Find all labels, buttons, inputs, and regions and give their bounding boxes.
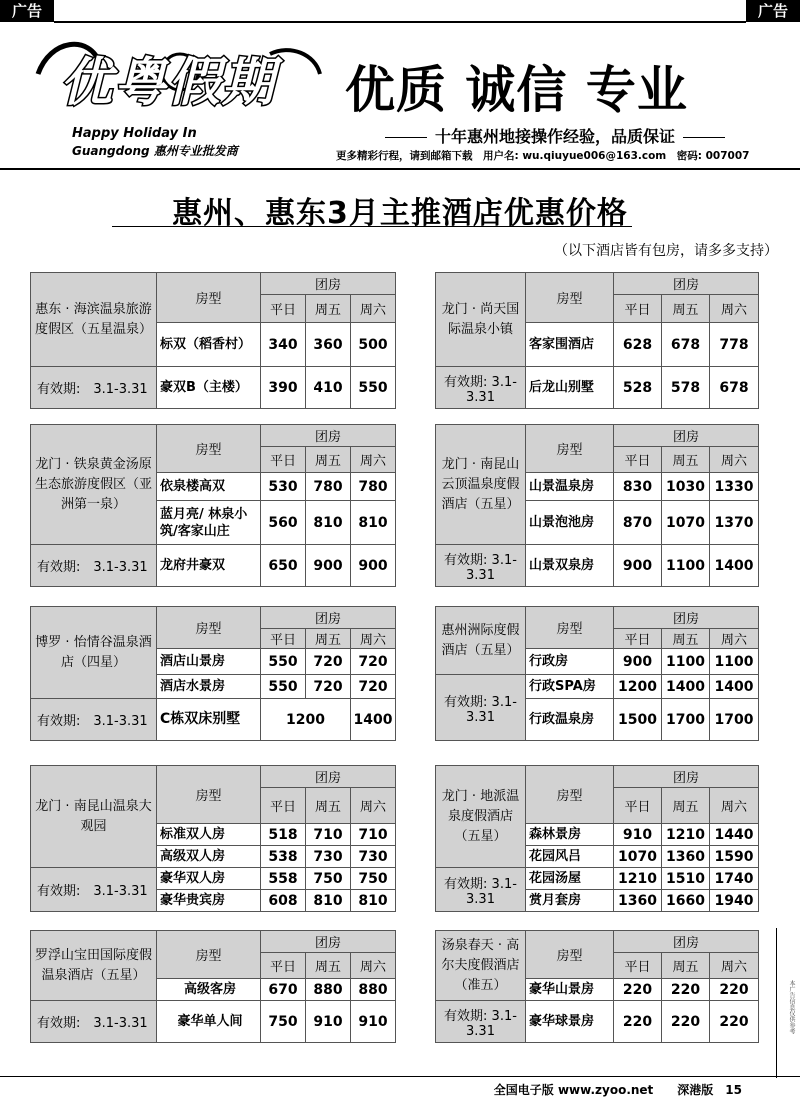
price-fri: 578 xyxy=(662,367,710,409)
price-sat: 1740 xyxy=(710,868,759,890)
room-type-header: 房型 xyxy=(157,766,261,824)
fri-header: 周五 xyxy=(306,447,351,473)
sat-header: 周六 xyxy=(710,629,759,649)
group-header: 团房 xyxy=(261,766,396,788)
price-weekday: 1200 xyxy=(614,675,662,699)
price-fri: 730 xyxy=(306,846,351,868)
group-header: 团房 xyxy=(261,607,396,629)
hotel-table xyxy=(435,272,759,409)
price-weekday: 550 xyxy=(261,675,306,699)
hotel-name: 汤泉春天 · 高尔夫度假酒店（准五） xyxy=(436,931,526,1001)
hotel-name: 博罗 · 怡情谷温泉酒店（四星） xyxy=(31,607,157,699)
room-type: 山景温泉房 xyxy=(526,473,614,501)
price-sat: 710 xyxy=(351,824,396,846)
price-fri: 678 xyxy=(662,323,710,367)
price-sat: 900 xyxy=(351,545,396,587)
fri-header: 周五 xyxy=(662,788,710,824)
price-sat: 220 xyxy=(710,979,759,1001)
price-fri: 1700 xyxy=(662,699,710,741)
validity: 有效期: 3.1-3.31 xyxy=(31,1001,157,1043)
hotel-table xyxy=(435,765,759,912)
price-sat: 720 xyxy=(351,649,396,675)
price-weekday: 628 xyxy=(614,323,662,367)
room-type: 标准双人房 xyxy=(157,824,261,846)
group-header: 团房 xyxy=(614,607,759,629)
hotel-name: 罗浮山宝田国际度假温泉酒店（五星） xyxy=(31,931,157,1001)
price-weekday: 530 xyxy=(261,473,306,501)
price-weekday: 900 xyxy=(614,649,662,675)
group-header: 团房 xyxy=(614,273,759,295)
page-footer: 全国电子版 www.zyoo.net 深港版 15 xyxy=(493,1083,742,1097)
weekday-header: 平日 xyxy=(261,788,306,824)
price-weekday: 1210 xyxy=(614,868,662,890)
price-fri: 720 xyxy=(306,649,351,675)
price-sat: 1330 xyxy=(710,473,759,501)
price-sat: 1700 xyxy=(710,699,759,741)
price-fri: 1210 xyxy=(662,824,710,846)
price-weekday: 1500 xyxy=(614,699,662,741)
room-type-header: 房型 xyxy=(157,425,261,473)
experience-text: 十年惠州地接操作经验，品质保证 xyxy=(434,127,675,146)
room-type: 行政温泉房 xyxy=(526,699,614,741)
price-fri: 1030 xyxy=(662,473,710,501)
room-type: 行政SPA房 xyxy=(526,675,614,699)
price-sat: 220 xyxy=(710,1001,759,1043)
room-type: 豪双B（主楼） xyxy=(157,367,261,409)
weekday-header: 平日 xyxy=(614,447,662,473)
price-fri: 360 xyxy=(306,323,351,367)
price-fri: 1360 xyxy=(662,846,710,868)
hotel-table xyxy=(30,272,396,409)
top-rule xyxy=(54,21,746,23)
hotel-name: 龙门 · 南昆山温泉大观园 xyxy=(31,766,157,868)
price-weekday: 1070 xyxy=(614,846,662,868)
experience-line xyxy=(360,124,750,147)
room-type-header: 房型 xyxy=(526,425,614,473)
price-sat: 1370 xyxy=(710,501,759,545)
price-sat: 500 xyxy=(351,323,396,367)
sat-header: 周六 xyxy=(710,788,759,824)
price-sat: 1590 xyxy=(710,846,759,868)
price-weekday: 538 xyxy=(261,846,306,868)
validity: 有效期: 3.1-3.31 xyxy=(436,675,526,741)
room-type-header: 房型 xyxy=(157,931,261,979)
page-note: （以下酒店皆有包房，请多多支持） xyxy=(554,243,778,259)
price-weekday: 830 xyxy=(614,473,662,501)
room-type: C栋双床别墅 xyxy=(157,699,261,741)
price-weekday: 870 xyxy=(614,501,662,545)
hotel-name: 龙门 · 地派温泉度假酒店（五星） xyxy=(436,766,526,868)
price-weekday: 910 xyxy=(614,824,662,846)
sat-header: 周六 xyxy=(351,447,396,473)
dash-left xyxy=(385,137,427,138)
group-header: 团房 xyxy=(261,273,396,295)
weekday-header: 平日 xyxy=(261,629,306,649)
price-weekday: 670 xyxy=(261,979,306,1001)
weekday-header: 平日 xyxy=(261,953,306,979)
room-type: 酒店水景房 xyxy=(157,675,261,699)
room-type-header: 房型 xyxy=(526,607,614,649)
price-sat: 778 xyxy=(710,323,759,367)
price-fri: 810 xyxy=(306,501,351,545)
fri-header: 周五 xyxy=(306,788,351,824)
logo-subtitle-cn: Guangdong 惠州专业批发商 xyxy=(72,144,238,158)
sat-header: 周六 xyxy=(351,953,396,979)
room-type: 赏月套房 xyxy=(526,890,614,912)
price-fri: 1100 xyxy=(662,545,710,587)
room-type: 龙府井豪双 xyxy=(157,545,261,587)
price-sat: 910 xyxy=(351,1001,396,1043)
price-weekday: 560 xyxy=(261,501,306,545)
price-weekday: 220 xyxy=(614,1001,662,1043)
price-fri: 1100 xyxy=(662,649,710,675)
price-fri: 220 xyxy=(662,979,710,1001)
room-type: 豪华球景房 xyxy=(526,1001,614,1043)
hotel-name: 龙门 · 尚天国际温泉小镇 xyxy=(436,273,526,367)
fri-header: 周五 xyxy=(662,953,710,979)
room-type: 豪华单人间 xyxy=(157,1001,261,1043)
price-fri: 1660 xyxy=(662,890,710,912)
price-sat: 550 xyxy=(351,367,396,409)
price-weekday: 528 xyxy=(614,367,662,409)
validity: 有效期: 3.1-3.31 xyxy=(31,545,157,587)
price-sat: 1400 xyxy=(351,699,396,741)
hotel-table xyxy=(30,424,396,587)
price-sat: 880 xyxy=(351,979,396,1001)
price-sat: 810 xyxy=(351,501,396,545)
validity: 有效期: 3.1-3.31 xyxy=(31,699,157,741)
sat-header: 周六 xyxy=(710,953,759,979)
room-type: 豪华山景房 xyxy=(526,979,614,1001)
price-fri: 1400 xyxy=(662,675,710,699)
hotel-table xyxy=(30,930,396,1043)
room-type: 山景双泉房 xyxy=(526,545,614,587)
price-weekday: 900 xyxy=(614,545,662,587)
fri-header: 周五 xyxy=(662,295,710,323)
validity: 有效期: 3.1-3.31 xyxy=(31,367,157,409)
weekday-header: 平日 xyxy=(614,295,662,323)
price-weekday: 550 xyxy=(261,649,306,675)
room-type: 山景泡池房 xyxy=(526,501,614,545)
hotel-table xyxy=(30,765,396,912)
price-weekday: 220 xyxy=(614,979,662,1001)
contact-info: 更多精彩行程，请到邮箱下载 用户名: wu.qiuyue006@163.com 密码: 007007 xyxy=(336,150,750,162)
group-header: 团房 xyxy=(614,931,759,953)
price-fri: 220 xyxy=(662,1001,710,1043)
price-sat: 750 xyxy=(351,868,396,890)
price-sat: 678 xyxy=(710,367,759,409)
side-note: 本广告信息仅供参考 xyxy=(788,980,795,1034)
room-type: 豪华双人房 xyxy=(157,868,261,890)
fri-header: 周五 xyxy=(662,629,710,649)
room-type: 高级双人房 xyxy=(157,846,261,868)
room-type: 蓝月亮/ 林泉小筑/客家山庄 xyxy=(157,501,261,545)
price-fri: 710 xyxy=(306,824,351,846)
group-header: 团房 xyxy=(614,425,759,447)
room-type-header: 房型 xyxy=(157,273,261,323)
fri-header: 周五 xyxy=(306,629,351,649)
hotel-table xyxy=(435,930,759,1043)
room-type: 行政房 xyxy=(526,649,614,675)
logo-subtitle-en: Happy Holiday In xyxy=(72,126,197,141)
price-weekday: 608 xyxy=(261,890,306,912)
price-fri: 780 xyxy=(306,473,351,501)
hotel-name: 龙门 · 铁泉黄金汤原生态旅游度假区（亚洲第一泉） xyxy=(31,425,157,545)
price-sat: 730 xyxy=(351,846,396,868)
room-type: 后龙山别墅 xyxy=(526,367,614,409)
hotel-name: 龙门 · 南昆山云顶温泉度假酒店（五星） xyxy=(436,425,526,545)
room-type-header: 房型 xyxy=(526,766,614,824)
price-sat: 720 xyxy=(351,675,396,699)
price-weekday: 558 xyxy=(261,868,306,890)
group-header: 团房 xyxy=(261,931,396,953)
room-type: 标双（稻香村） xyxy=(157,323,261,367)
price-fri: 1510 xyxy=(662,868,710,890)
hotel-table xyxy=(435,424,759,587)
price-fri: 410 xyxy=(306,367,351,409)
sat-header: 周六 xyxy=(351,788,396,824)
room-type: 依泉楼高双 xyxy=(157,473,261,501)
price-weekday: 518 xyxy=(261,824,306,846)
weekday-header: 平日 xyxy=(261,295,306,323)
price-sat: 1400 xyxy=(710,545,759,587)
weekday-header: 平日 xyxy=(261,447,306,473)
price-fri: 880 xyxy=(306,979,351,1001)
sat-header: 周六 xyxy=(351,295,396,323)
validity: 有效期: 3.1-3.31 xyxy=(31,868,157,912)
room-type: 酒店山景房 xyxy=(157,649,261,675)
price-sat: 810 xyxy=(351,890,396,912)
sat-header: 周六 xyxy=(710,295,759,323)
room-type: 豪华贵宾房 xyxy=(157,890,261,912)
sat-header: 周六 xyxy=(351,629,396,649)
price-weekday: 340 xyxy=(261,323,306,367)
fri-header: 周五 xyxy=(306,953,351,979)
hotel-name: 惠东 · 海滨温泉旅游度假区（五星温泉） xyxy=(31,273,157,367)
price-sat: 1440 xyxy=(710,824,759,846)
hotel-name: 惠州洲际度假酒店（五星） xyxy=(436,607,526,675)
room-type-header: 房型 xyxy=(526,273,614,323)
hotel-table xyxy=(435,606,759,741)
header-rule xyxy=(0,168,800,170)
weekday-header: 平日 xyxy=(614,629,662,649)
ad-tag-left: 广告 xyxy=(0,0,54,22)
validity: 有效期: 3.1-3.31 xyxy=(436,367,526,409)
price-fri: 1070 xyxy=(662,501,710,545)
page-headline: 惠州、惠东3月主推酒店优惠价格 xyxy=(172,196,628,231)
sat-header: 周六 xyxy=(710,447,759,473)
group-header: 团房 xyxy=(614,766,759,788)
price-fri: 900 xyxy=(306,545,351,587)
footer-rule xyxy=(0,1076,800,1077)
weekday-header: 平日 xyxy=(614,788,662,824)
company-logo xyxy=(30,34,330,164)
price-weekday: 750 xyxy=(261,1001,306,1043)
price-sat: 1400 xyxy=(710,675,759,699)
room-type: 客家围酒店 xyxy=(526,323,614,367)
ad-tag-right: 广告 xyxy=(746,0,800,22)
validity: 有效期: 3.1-3.31 xyxy=(436,1001,526,1043)
price-sat: 1940 xyxy=(710,890,759,912)
price-weekday: 650 xyxy=(261,545,306,587)
group-header: 团房 xyxy=(261,425,396,447)
validity: 有效期: 3.1-3.31 xyxy=(436,545,526,587)
room-type: 高级客房 xyxy=(157,979,261,1001)
fri-header: 周五 xyxy=(306,295,351,323)
logo-title: 优粤假期 xyxy=(60,53,277,113)
room-type: 花园汤屋 xyxy=(526,868,614,890)
price-fri: 750 xyxy=(306,868,351,890)
dash-right xyxy=(683,137,725,138)
room-type: 森林景房 xyxy=(526,824,614,846)
room-type-header: 房型 xyxy=(526,931,614,979)
slogan: 优质 诚信 专业 xyxy=(345,61,688,119)
fri-header: 周五 xyxy=(662,447,710,473)
price-fri: 910 xyxy=(306,1001,351,1043)
weekday-header: 平日 xyxy=(614,953,662,979)
hotel-table xyxy=(30,606,396,741)
room-type: 花园风吕 xyxy=(526,846,614,868)
validity: 有效期: 3.1-3.31 xyxy=(436,868,526,912)
headline-rule xyxy=(112,226,632,227)
price-sat: 1100 xyxy=(710,649,759,675)
price-weekday: 390 xyxy=(261,367,306,409)
price-fri: 810 xyxy=(306,890,351,912)
price-weekday: 1360 xyxy=(614,890,662,912)
price-sat: 780 xyxy=(351,473,396,501)
price-weekday: 1200 xyxy=(261,699,351,741)
room-type-header: 房型 xyxy=(157,607,261,649)
price-fri: 720 xyxy=(306,675,351,699)
